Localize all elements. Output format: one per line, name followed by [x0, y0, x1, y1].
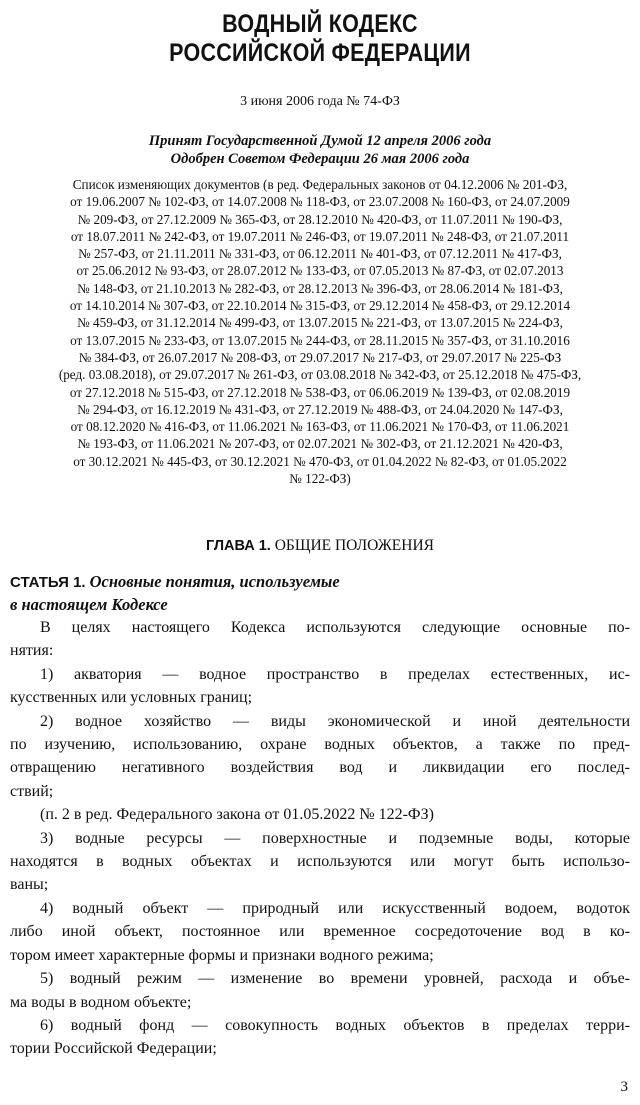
amendments-line: № 384-ФЗ, от 26.07.2017 № 208-ФЗ, от 29.07.2017 № 217-ФЗ, от 29.07.2017 № 225-ФЗ — [78, 349, 562, 365]
amendments-line: (ред. 03.08.2018), от 29.07.2017 № 261-ФЗ, от 03.08.2018 № 342-ФЗ, от 25.12.2018 № 475-ФЗ, — [58, 367, 582, 383]
article-body — [10, 616, 630, 1061]
amendments-line: от 30.12.2021 № 445-ФЗ, от 30.12.2021 № 470-ФЗ, от 01.04.2022 № 82-ФЗ, от 01.05.2022 — [73, 453, 567, 469]
title-line-1: ВОДНЫЙ КОДЕКС — [222, 10, 418, 38]
chapter-heading — [0, 536, 640, 556]
adopted-by-duma: Принят Государственной Думой 12 апреля 2006 года — [148, 133, 492, 149]
amendments-line: от 18.07.2011 № 242-ФЗ, от 19.07.2011 № 246-ФЗ, от 19.07.2011 № 248-ФЗ, от 21.07.2011 — [70, 228, 570, 244]
body-line: кусственных или условных границ; — [10, 689, 253, 707]
amendments-line: от 08.12.2020 № 416-ФЗ, от 11.06.2021 № 163-ФЗ, от 11.06.2021 № 170-ФЗ, от 11.06.2021 — [70, 419, 570, 435]
body-line: ма воды в водном объекте; — [10, 993, 192, 1011]
amendments-line: № 193-ФЗ, от 11.06.2021 № 207-ФЗ, от 02.07.2021 № 302-ФЗ, от 21.12.2021 № 420-ФЗ, — [77, 436, 563, 452]
body-line: отвращению негативного воздействия вод и ликвидации его послед- — [10, 759, 630, 777]
document-title — [0, 10, 640, 68]
body-line: тории Российской Федерации; — [10, 1040, 217, 1058]
amendments-line: № 294-ФЗ, от 16.12.2019 № 431-ФЗ, от 27.12.2019 № 488-ФЗ, от 24.04.2020 № 147-ФЗ, — [77, 401, 563, 417]
body-line: ствий; — [10, 782, 54, 800]
adoption-info — [0, 132, 640, 168]
amendments-line: от 13.07.2015 № 233-ФЗ, от 13.07.2015 № 244-ФЗ, от 28.11.2015 № 357-ФЗ, от 31.10.2016 — [70, 332, 570, 348]
body-line: 2) водное хозяйство — виды экономической и иной деятельности — [40, 712, 630, 730]
law-date: 3 июня 2006 года № 74-ФЗ — [240, 94, 400, 109]
chapter-label: ГЛАВА 1. — [205, 538, 271, 554]
title-line-2: РОССИЙСКОЙ ФЕДЕРАЦИИ — [169, 39, 471, 67]
article-title-line-2: в настоящем Кодексе — [10, 595, 168, 614]
amendments-line: Список изменяющих документов (в ред. Федеральных законов от 04.12.2006 № 201-ФЗ, — [72, 177, 568, 192]
amendments-line: № 257-ФЗ, от 21.11.2011 № 331-ФЗ, от 06.12.2011 № 401-ФЗ, от 07.12.2011 № 417-ФЗ, — [78, 246, 562, 262]
body-line: В целях настоящего Кодекса используются следующие основные по- — [40, 619, 630, 636]
approved-by-council: Одобрен Советом Федерации 26 мая 2006 года — [170, 151, 470, 167]
amendments-line: от 25.06.2012 № 93-ФЗ, от 28.07.2012 № 133-ФЗ, от 07.05.2013 № 87-ФЗ, от 02.07.2013 — [76, 263, 564, 279]
body-line: по изучению, использованию, охране водных объектов, а также по пред- — [10, 736, 630, 754]
article-title-line-1: Основные понятия, используемые — [89, 572, 340, 591]
body-line: 1) акватория — водное пространство в пределах естественных, ис- — [40, 665, 630, 683]
body-line: (п. 2 в ред. Федерального закона от 01.05.2022 № 122-ФЗ) — [40, 806, 434, 824]
body-line: тором имеет характерные формы и признаки водного режима; — [10, 946, 434, 964]
amendments-line: от 19.06.2007 № 102-ФЗ, от 14.07.2008 № 118-ФЗ, от 23.07.2008 № 160-ФЗ, от 24.07.2009 — [70, 194, 570, 210]
body-line: нятия: — [10, 642, 54, 660]
body-line: ваны; — [10, 876, 49, 894]
body-line: либо иной объект, постоянное или временное сосредоточение вод в ко- — [10, 923, 630, 941]
body-line: 3) водные ресурсы — поверхностные и подземные воды, которые — [40, 829, 630, 847]
amendments-line: от 14.10.2014 № 307-ФЗ, от 22.10.2014 № 315-ФЗ, от 29.12.2014 № 458-ФЗ, от 29.12.2014 — [69, 298, 571, 314]
amendments-list — [14, 176, 626, 487]
page-number: 3 — [620, 1079, 628, 1095]
amendments-line: от 27.12.2018 № 515-ФЗ, от 27.12.2018 № 538-ФЗ, от 06.06.2019 № 139-ФЗ, от 02.08.2019 — [69, 384, 571, 400]
amendments-line: № 122-ФЗ) — [289, 471, 351, 487]
amendments-line: № 459-ФЗ, от 31.12.2014 № 499-ФЗ, от 13.07.2015 № 221-ФЗ, от 13.07.2015 № 224-ФЗ, — [77, 315, 563, 331]
body-line: 6) водный фонд — совокупность водных объектов в пределах терри- — [40, 1016, 630, 1034]
body-line: 4) водный объект — природный или искусственный водоем, водоток — [40, 899, 630, 917]
body-line: 5) водный режим — изменение во времени уровней, расхода и объе- — [40, 970, 630, 988]
chapter-name: ОБЩИЕ ПОЛОЖЕНИЯ — [274, 537, 435, 554]
article-heading — [10, 571, 630, 617]
amendments-line: № 148-ФЗ, от 21.10.2013 № 282-ФЗ, от 28.12.2013 № 396-ФЗ, от 28.06.2014 № 181-ФЗ, — [77, 280, 563, 296]
amendments-line: № 209-ФЗ, от 27.12.2009 № 365-ФЗ, от 28.12.2010 № 420-ФЗ, от 11.07.2011 № 190-ФЗ, — [77, 211, 563, 227]
body-line: находятся в водных объектах и используются или могут быть использо- — [10, 853, 630, 871]
article-label: СТАТЬЯ 1. — [10, 574, 86, 591]
